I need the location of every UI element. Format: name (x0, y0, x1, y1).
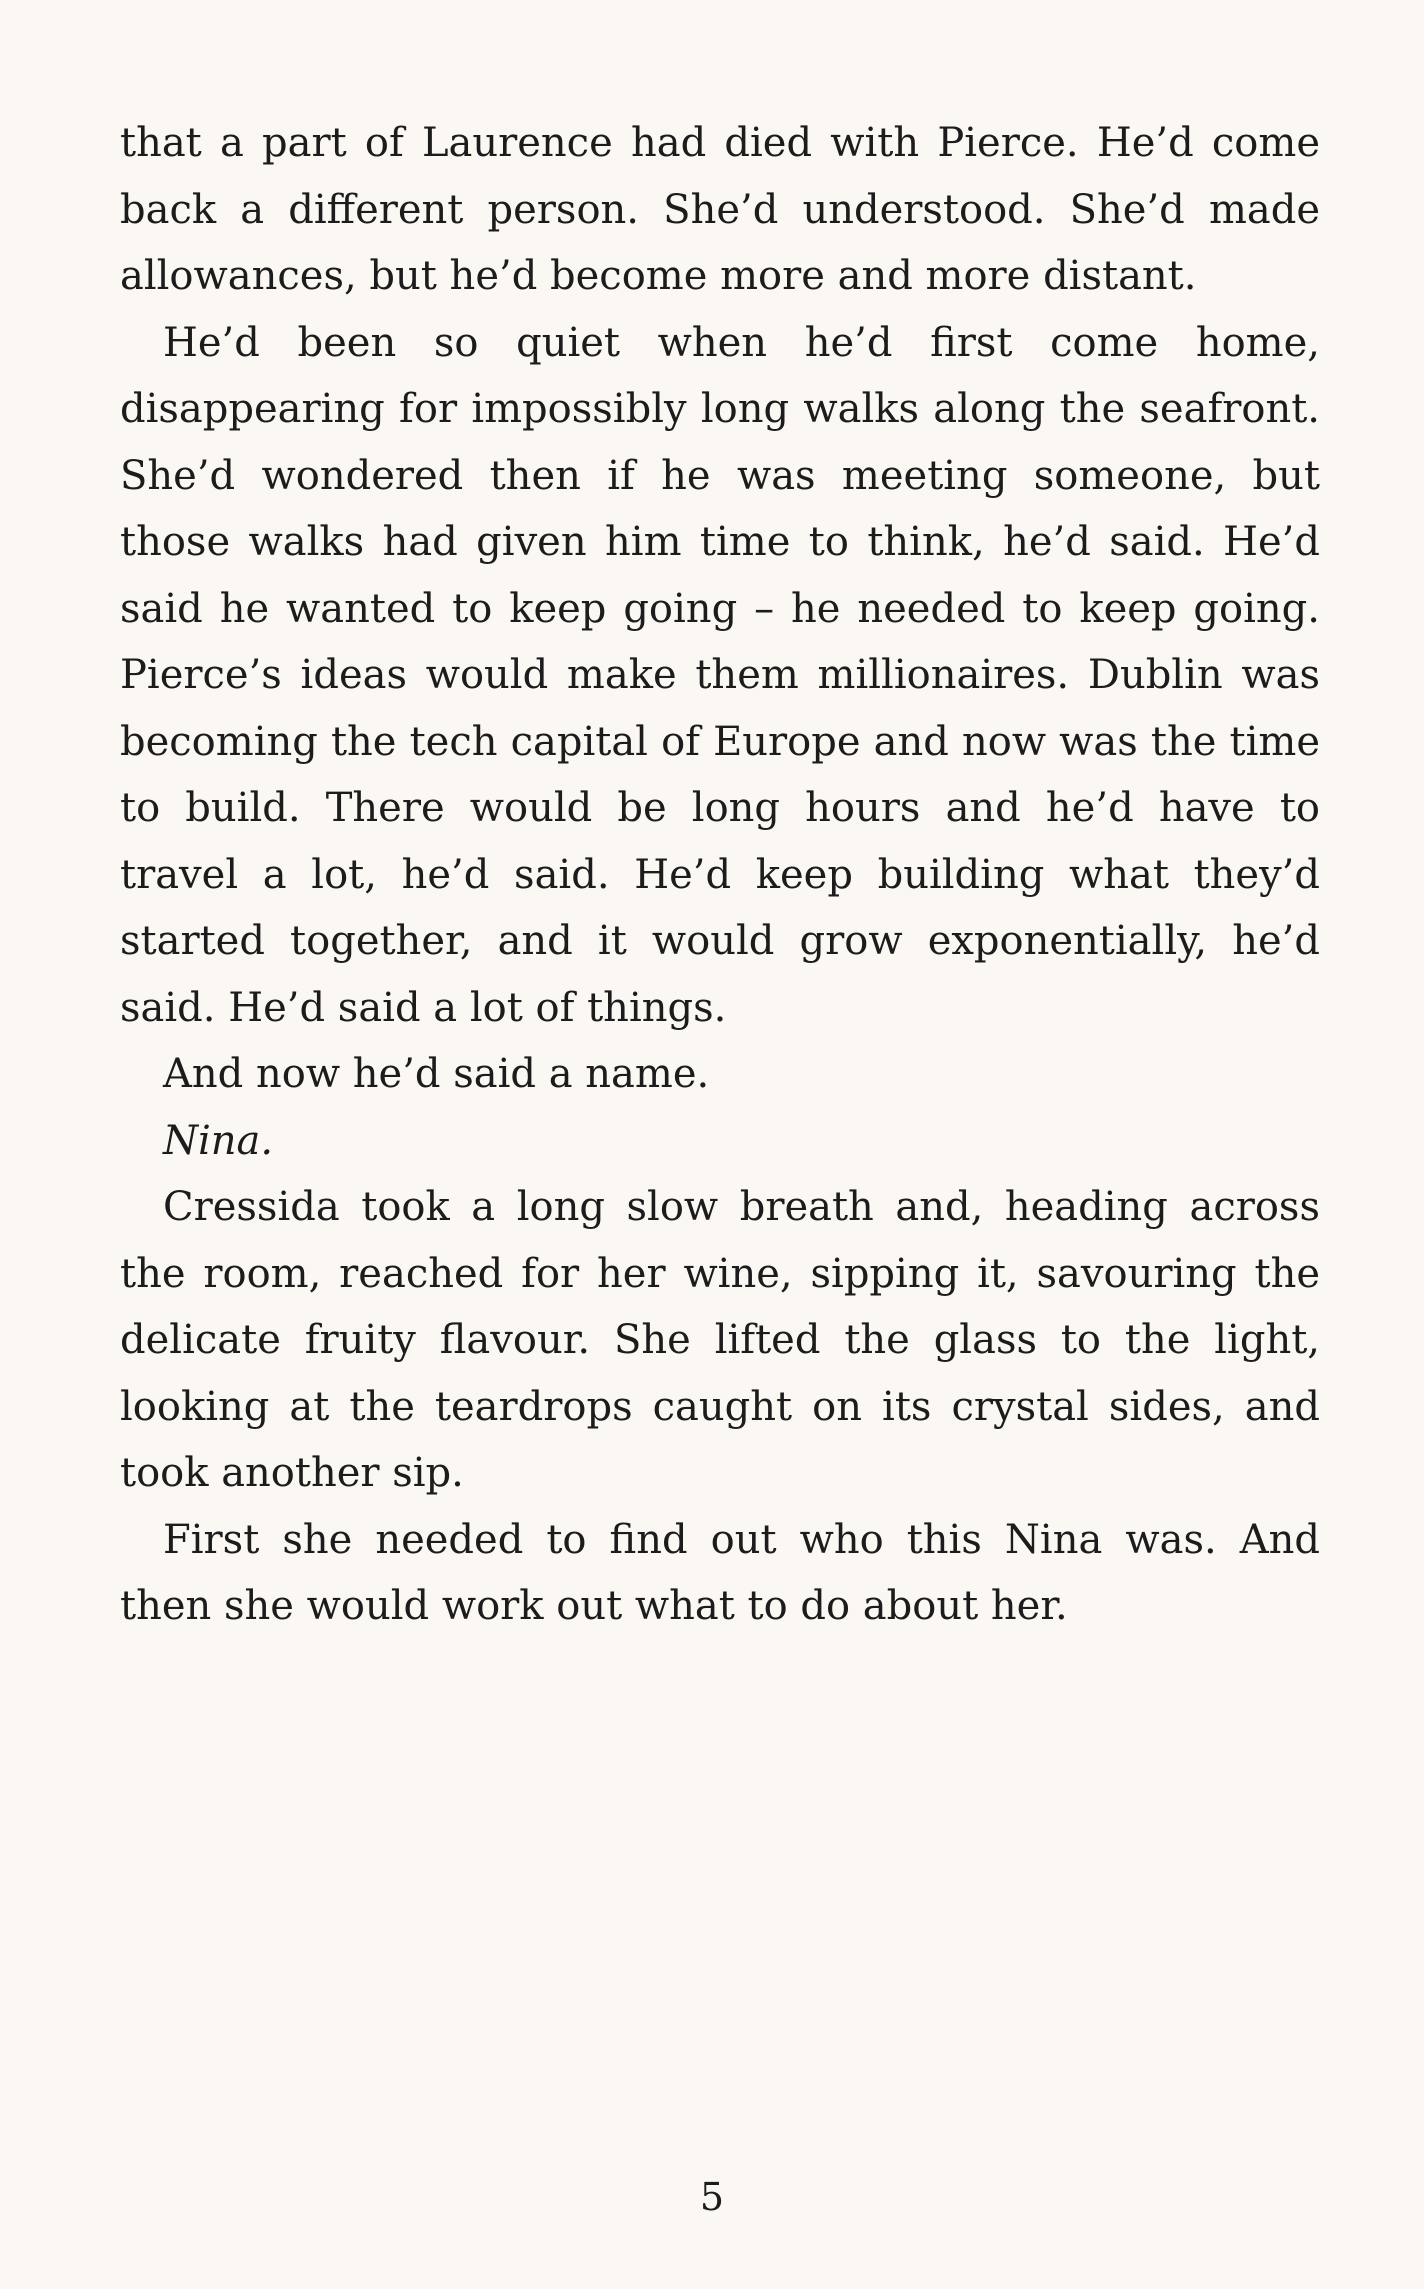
paragraph: First she needed to find out who this Nina was. And then she would work out what to do about her. (120, 1516, 1320, 1629)
paragraph: And now he’d said a name. (163, 1051, 710, 1097)
body-text (120, 110, 1320, 1640)
paragraph-continuation: that a part of Laurence had died with Pierce. He’d come back a different person. She’d understood. She’d made allowances, but he’d become more and more distant. (120, 120, 1320, 299)
paragraph-italic-name: Nina. (163, 1117, 274, 1164)
page-number: 5 (699, 2175, 725, 2219)
paragraph: He’d been so quiet when he’d first come home, disappearing for impossibly long walks along the seafront. She’d wondered then if he was meeting someone, but those walks had given him time to think, he’d said. He’d said he wanted to keep going – he needed to keep going. Pierce’s ideas would make them millionaires. Dublin was becoming the tech capital of Europe and now was the time to build. There would be long hours and he’d have to travel a lot, he’d said. He’d keep building what they’d started together, and it would grow exponentially, he’d said. He’d said a lot of things. (120, 319, 1320, 1031)
paragraph: Cressida took a long slow breath and, heading across the room, reached for her wine, sipping it, savouring the delicate fruity flavour. She lifted the glass to the light, looking at the teardrops caught on its crystal sides, and took another sip. (120, 1184, 1320, 1496)
